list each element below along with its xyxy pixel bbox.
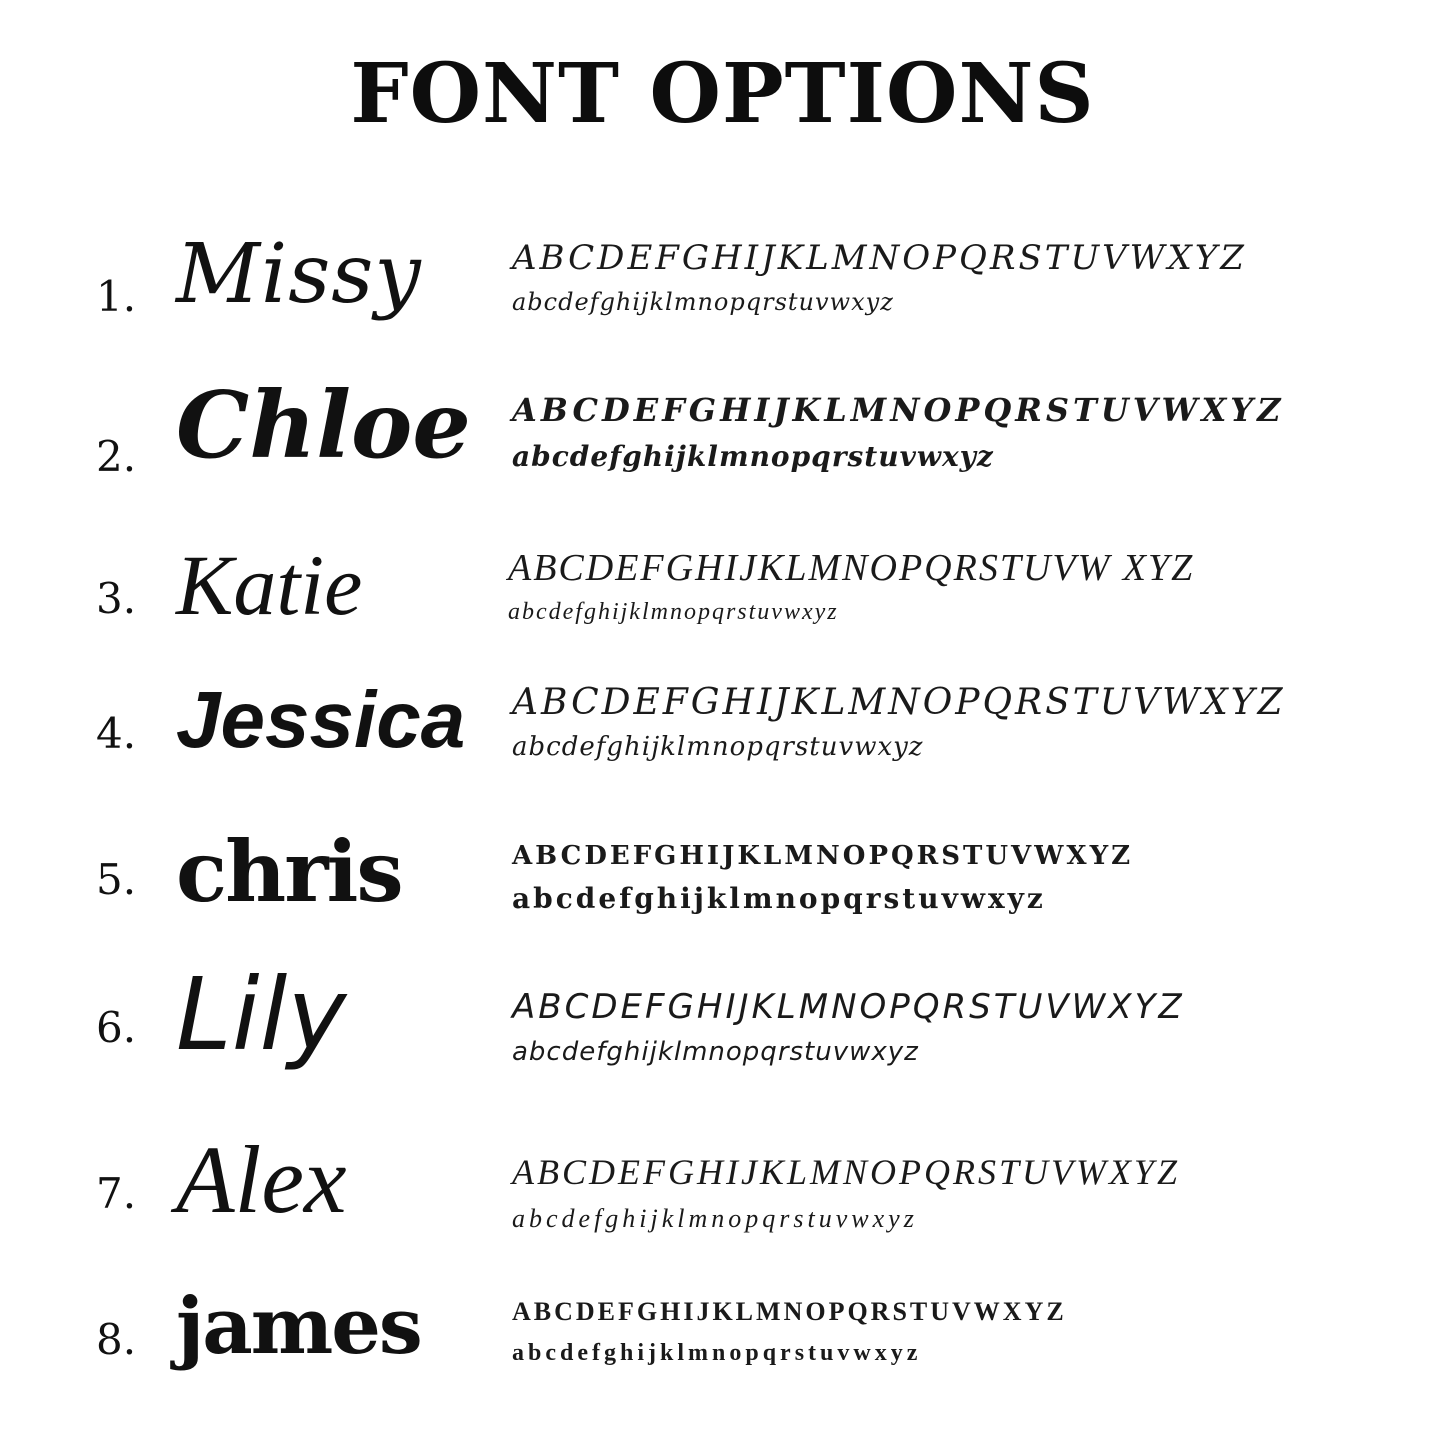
option-lowercase: abcdefghijklmnopqrstuvwxyz: [508, 599, 839, 625]
option-alphabet: [512, 386, 1412, 480]
option-uppercase: ABCDEFGHIJKLMNOPQRSTUVWXYZ: [512, 987, 1185, 1027]
option-alphabet: [512, 234, 1412, 322]
option-sample-name: Lily: [176, 956, 347, 1073]
option-number: 1.: [96, 272, 137, 321]
option-lowercase: abcdefghijklmnopqrstuvwxyz: [512, 440, 994, 473]
option-alphabet: [508, 544, 1408, 632]
option-number: 8.: [96, 1315, 137, 1364]
option-alphabet: [512, 1291, 1412, 1373]
option-lowercase: abcdefghijklmnopqrstuvwxyz: [512, 1037, 919, 1067]
option-uppercase: ABCDEFGHIJKLMNOPQRSTUVWXYZ: [512, 1152, 1180, 1192]
option-number: 7.: [96, 1169, 137, 1218]
option-uppercase: ABCDEFGHIJKLMNOPQRSTUVWXYZ: [512, 1297, 1067, 1326]
option-number: 5.: [96, 855, 137, 904]
option-sample-name: Katie: [176, 537, 363, 633]
option-sample-name: Chloe: [176, 371, 471, 479]
option-lowercase: abcdefghijklmnopqrstuvwxyz: [512, 882, 1046, 915]
option-alphabet: [512, 1147, 1412, 1241]
option-alphabet: [512, 983, 1412, 1073]
option-lowercase: abcdefghijklmnopqrstuvwxyz: [512, 732, 924, 762]
option-lowercase: abcdefghijklmnopqrstuvwxyz: [512, 288, 894, 316]
option-sample-name: chris: [176, 822, 402, 921]
option-number: 2.: [96, 432, 137, 481]
option-sample-name: Missy: [176, 227, 422, 322]
option-number: 6.: [96, 1003, 137, 1052]
option-uppercase: ABCDEFGHIJKLMNOPQRSTUVWXYZ: [512, 841, 1134, 871]
option-uppercase: ABCDEFGHIJKLMNOPQRSTUVW XYZ: [508, 547, 1195, 589]
option-number: 3.: [96, 574, 137, 623]
option-sample-name: Alex: [176, 1126, 347, 1233]
option-alphabet: [512, 679, 1412, 767]
option-alphabet: [512, 835, 1412, 921]
option-sample-name: Jessica: [176, 675, 466, 764]
option-uppercase: ABCDEFGHIJKLMNOPQRSTUVWXYZ: [512, 238, 1247, 278]
option-uppercase: ABCDEFGHIJKLMNOPQRSTUVWXYZ: [512, 682, 1286, 723]
option-number: 4.: [96, 709, 137, 758]
page-title: FONT OPTIONS: [350, 46, 1095, 142]
option-lowercase: abcdefghijklmnopqrstuvwxyz: [512, 1204, 918, 1233]
option-sample-name: james: [176, 1281, 421, 1372]
option-uppercase: ABCDEFGHIJKLMNOPQRSTUVWXYZ: [512, 391, 1285, 429]
option-lowercase: abcdefghijklmnopqrstuvwxyz: [512, 1340, 922, 1366]
